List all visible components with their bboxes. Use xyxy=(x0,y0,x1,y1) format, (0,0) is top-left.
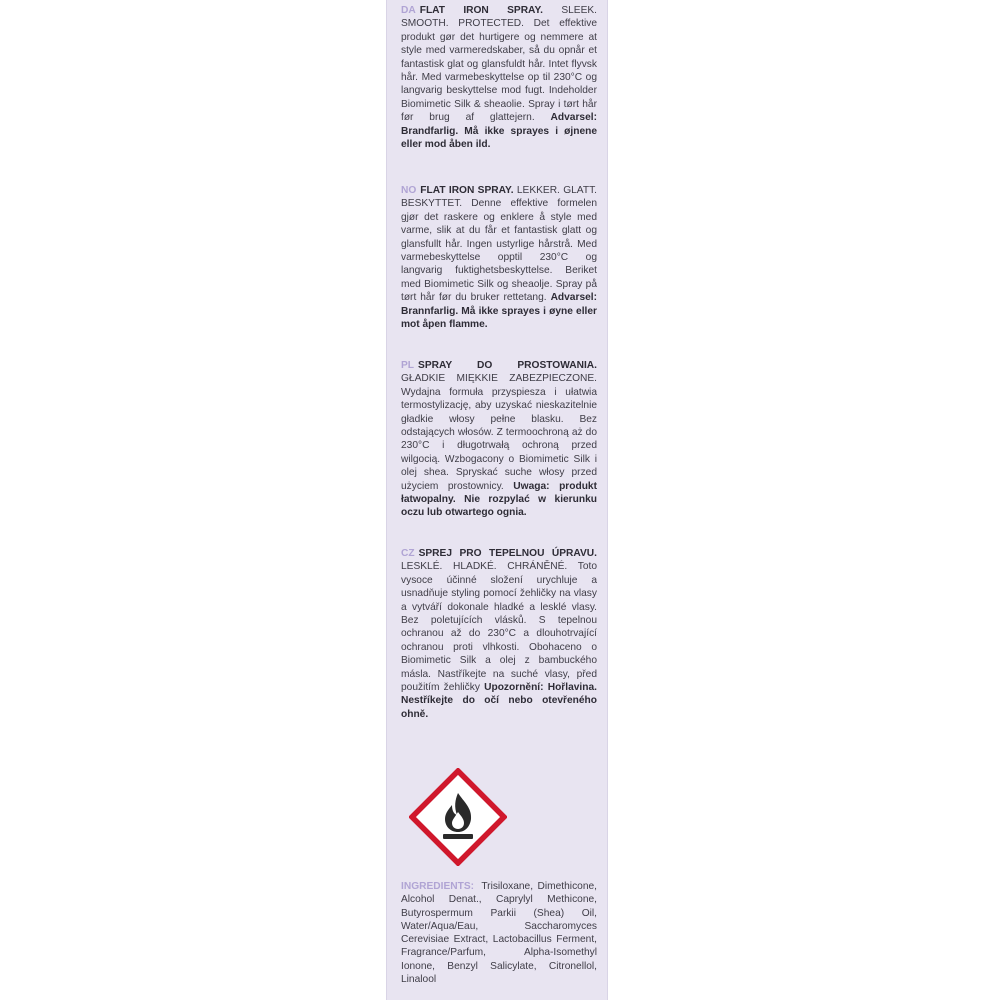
section-headline: SPRAY DO PROSTOWANIA. xyxy=(418,360,597,371)
warning-text: Brandfarlig. Må ikke sprayes i øjnene eller mod åben ild. xyxy=(401,125,597,151)
language-code: CZ xyxy=(401,548,415,559)
ingredients-block xyxy=(401,880,597,986)
warning-label: Advarsel: xyxy=(550,112,597,124)
section-body: GŁADKIE MIĘKKIE ZABEZPIECZONE. Wydajna formuła przyspiesza i ułatwia termostylizację, aby uzyskać nieskazitelnie gładkie włosy pełne blasku. Bez odstających włosów. Z termoochroną aż do 230°C i długotrwałą ochroną przed wilgocią. Wzbogacony o Biomimetic Silk i olej shea. Spryskać suche włosy przed użyciem prostownicy. xyxy=(401,373,597,492)
warning-text: Hořlavina. Nestříkejte do očí nebo otevřeného ohně. xyxy=(401,682,597,720)
section-headline: FLAT IRON SPRAY. xyxy=(420,185,514,196)
warning-label: Uwaga: xyxy=(513,480,550,492)
ingredients-text: Trisiloxane, Dimethicone, Alcohol Denat., Caprylyl Methicone, Butyrospermum Parkii (Shea) Oil, Water/Aqua/Eau, Saccharomyces Cerevisiae Extract, Lactobacillus Ferment, Fragrance/Parfum, Alpha-Isomethyl Ionone, Benzyl Salicylate, Citronellol, Linalool xyxy=(401,881,597,986)
language-code: PL xyxy=(401,360,415,371)
ingredients-label: INGREDIENTS: xyxy=(401,881,475,892)
section-da xyxy=(401,4,597,151)
section-headline: SPREJ PRO TEPELNOU ÚPRAVU. xyxy=(418,548,597,559)
section-no xyxy=(401,184,597,331)
section-headline: FLAT IRON SPRAY. xyxy=(419,5,543,16)
language-code: NO xyxy=(401,185,417,196)
flammable-hazard-icon xyxy=(409,768,507,866)
warning-text: Brannfarlig. Må ikke sprayes i øyne eller mot åpen flamme. xyxy=(401,305,597,331)
section-cz xyxy=(401,547,597,721)
section-body: LEKKER. GLATT. BESKYTTET. Denne effektive formelen gjør det raskere og enklere å style med varme, slik at du får et fantastisk glatt og glansfullt hår. Ingen ustyrlige hårstrå. Med varmebeskyttelse opptil 230°C og langvarig fuktighetsbeskyttelse. Beriket med Biomimetic Silk og sheaolje. Spray på tørt hår før du bruker rettetang. xyxy=(401,185,597,304)
language-code: DA xyxy=(401,5,416,16)
warning-label: Advarsel: xyxy=(550,292,597,304)
section-body: SLEEK. SMOOTH. PROTECTED. Det effektive produkt gør det hurtigere og nemmere at style med varmeredskaber, så du opnår et fantastisk glat og glansfuldt hår. Intet flyvsk hår. Med varmebeskyttelse op til 230°C og langvarig beskyttelse mod fugt. Indeholder Biomimetic Silk & sheaolie. Spray i tørt hår før brug af glattejern. xyxy=(401,5,597,124)
warning-label: Upozornění: xyxy=(484,682,544,694)
section-pl xyxy=(401,359,597,520)
section-body: LESKLÉ. HLADKÉ. CHRÁNĚNÉ. Toto vysoce účinné složení urychluje a usnadňuje styling pomocí žehličky na vlasy a vytváří dokonale hladké a lesklé vlasy. Bez poletujících vlásků. S tepelnou ochranou až do 230°C a dlouhotrvající ochranou proti vlhkosti. Obohaceno o Biomimetic Silk a olej z bambuckého másla. Nastříkejte na suché vlasy, před použitím žehličky xyxy=(401,561,597,694)
warning-text: produkt łatwopalny. Nie rozpylać w kierunku oczu lub otwartego ognia. xyxy=(401,480,597,519)
